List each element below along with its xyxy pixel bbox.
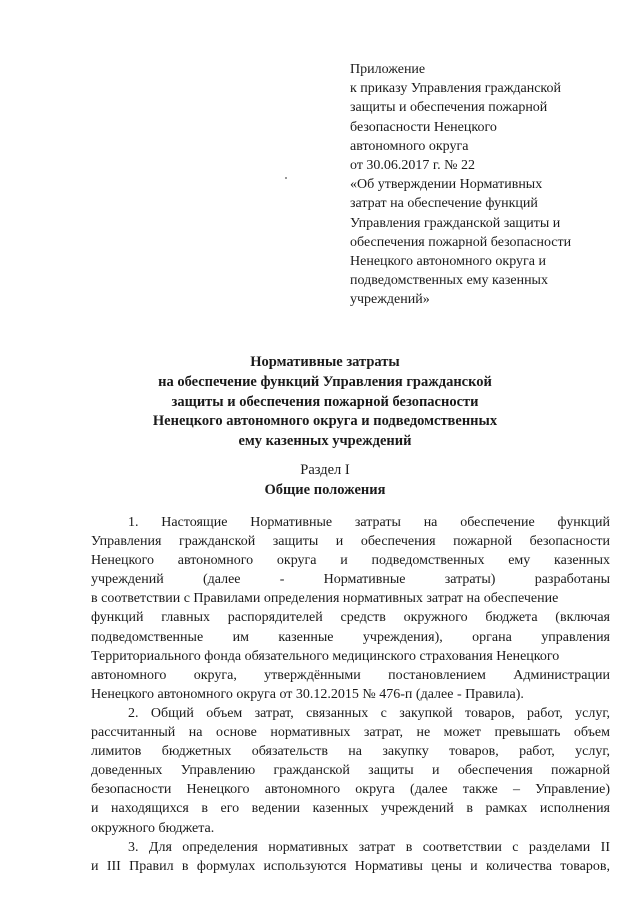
body-line: окружного бюджета.	[91, 820, 215, 836]
title-line: Нормативные затраты	[250, 354, 400, 370]
body-line: автономного округа, утверждёнными постановлением Администрации	[91, 667, 610, 683]
appendix-line: к приказу Управления гражданской	[350, 81, 562, 97]
section-number: Раздел I	[300, 462, 350, 478]
title-line: защиты и обеспечения пожарной безопасности	[171, 393, 479, 410]
appendix-line: Приложение	[350, 62, 426, 77]
body-line: Ненецкого автономного округа и подведомственных ему казенных	[91, 553, 610, 569]
body-line: 2. Общий объем затрат, связанных с закупкой товаров, работ, услуг,	[128, 705, 610, 721]
appendix-line: безопасности Ненецкого	[350, 119, 497, 135]
appendix-line: «Об утверждении Нормативных	[350, 177, 543, 193]
body-line: и находящихся в его ведении казенных учреждений в рамках исполнения	[91, 801, 610, 817]
appendix-line: автономного округа	[350, 138, 469, 154]
document-title	[60, 353, 590, 452]
body-line: и III Правил в формулах используются Нормативы цены и количества товаров,	[91, 858, 610, 874]
body-line: Ненецкого автономного округа от 30.12.2015 № 476-п (далее - Правила).	[91, 686, 524, 702]
body-line: в соответствии с Правилами определения нормативных затрат на обеспечение	[91, 591, 559, 607]
body-line: доведенных Управлению гражданской защиты и обеспечения пожарной	[91, 763, 610, 779]
appendix-line: затрат на обеспечение функций	[350, 196, 538, 212]
appendix-line: от 30.06.2017 г. № 22	[350, 158, 475, 174]
appendix-line: обеспечения пожарной безопасности	[350, 234, 572, 250]
body-line: Управления гражданской защиты и обеспечения пожарной безопасности	[91, 534, 610, 550]
appendix-line: Ненецкого автономного округа и	[350, 254, 546, 270]
section-title: Общие положения	[264, 481, 386, 498]
appendix-line: учреждений»	[350, 292, 430, 308]
title-line: на обеспечение функций Управления гражданской	[158, 373, 492, 390]
appendix-line: Управления гражданской защиты и	[350, 215, 561, 231]
body-line: учреждений (далее - Нормативные затраты) разработаны	[91, 572, 610, 588]
title-line: Ненецкого автономного округа и подведомственных	[152, 413, 498, 430]
section-heading	[60, 461, 590, 501]
body-line: 3. Для определения нормативных затрат в соответствии с разделами II	[128, 839, 610, 855]
body-text	[91, 513, 610, 876]
title-line: ему казенных учреждений	[238, 433, 412, 450]
body-line: подведомственные им казенные учреждения), органа управления	[91, 629, 610, 645]
body-line: рассчитанный на основе нормативных затрат, не может превышать объем	[91, 725, 610, 741]
scan-speck	[285, 177, 287, 179]
appendix-line: подведомственных ему казенных	[350, 273, 548, 289]
body-line: безопасности Ненецкого автономного округа (далее также – Управление)	[91, 782, 610, 798]
appendix-block	[350, 60, 610, 310]
body-line: Территориального фонда обязательного медицинского страхования Ненецкого	[91, 648, 560, 664]
body-line: лимитов бюджетных обязательств на закупку товаров, работ, услуг,	[91, 744, 610, 760]
body-line: 1. Настоящие Нормативные затраты на обеспечение функций	[128, 515, 610, 530]
body-line: функций главных распорядителей средств окружного бюджета (включая	[91, 610, 610, 626]
appendix-line: защиты и обеспечения пожарной	[350, 100, 548, 116]
